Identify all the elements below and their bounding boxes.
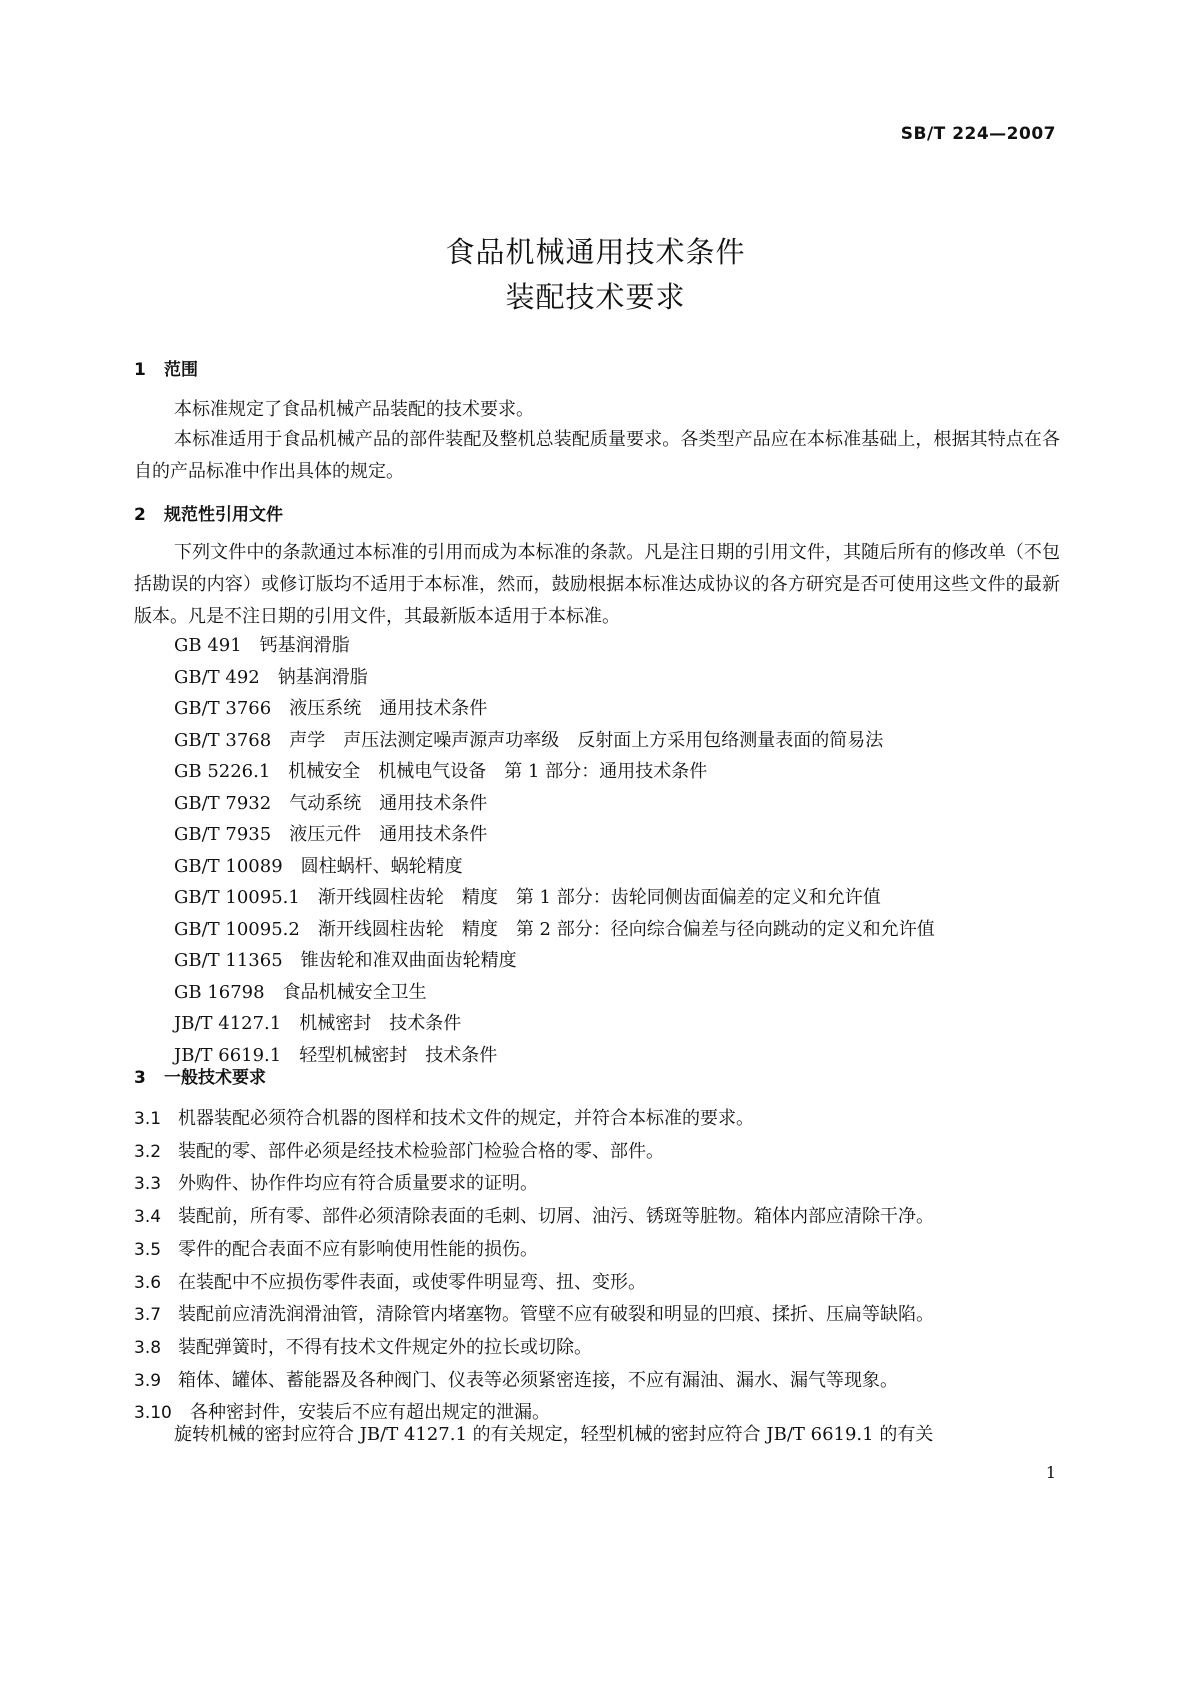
section-2-intro: 下列文件中的条款通过本标准的引用而成为本标准的条款。凡是注日期的引用文件，其随后所有的修改单（不包括勘误的内容）或修订版均不适用于本标准，然而，鼓励根据本标准达成协议的各方研究是否可使用这些文件的最新版本。凡是不注日期的引用文件，其最新版本适用于本标准。 [134, 542, 1060, 627]
page-number: 1 [1045, 1463, 1056, 1482]
section-number: 1 [134, 360, 146, 380]
section-1-paragraph-1: 本标准规定了食品机械产品装配的技术要求。 [174, 399, 534, 420]
section-number: 2 [134, 505, 146, 525]
requirement-item [134, 1103, 934, 1136]
section-2-heading [134, 500, 283, 525]
reference-item: GB 16798 食品机械安全卫生 [174, 981, 427, 1003]
reference-item: GB 491 钙基润滑脂 [174, 635, 350, 656]
section-number: 3 [134, 1068, 146, 1088]
normative-references-list [174, 630, 935, 1071]
reference-item: GB/T 10095.2 渐开线圆柱齿轮 精度 第 2 部分：径向综合偏差与径向跳动的定义和允许值 [174, 918, 935, 940]
requirements-list [134, 1103, 934, 1430]
section-1-paragraph-2: 本标准适用于食品机械产品的部件装配及整机总装配质量要求。各类型产品应在本标准基础上，根据其特点在各自的产品标准中作出具体的规定。 [134, 429, 1060, 482]
section-title: 规范性引用文件 [164, 505, 283, 525]
clause-number: 3.7 [134, 1305, 162, 1326]
reference-item: JB/T 6619.1 轻型机械密封 技术条件 [174, 1044, 498, 1066]
clause-number: 3.3 [134, 1174, 162, 1195]
clause-number: 3.8 [134, 1337, 162, 1358]
requirement-item [134, 1136, 934, 1169]
clause-number: 3.6 [134, 1272, 162, 1293]
requirement-item [134, 1267, 934, 1300]
clause-text: 在装配中不应损伤零件表面，或使零件明显弯、扭、变形。 [178, 1271, 646, 1293]
requirement-item [134, 1332, 934, 1365]
reference-item: GB/T 10095.1 渐开线圆柱齿轮 精度 第 1 部分：齿轮同侧齿面偏差的定义和允许值 [174, 887, 881, 908]
reference-item: GB/T 492 钠基润滑脂 [174, 666, 368, 688]
clause-text: 装配前应清洗润滑油管，清除管内堵塞物。管壁不应有破裂和明显的凹痕、揉折、压扁等缺陷。 [178, 1304, 934, 1326]
reference-item: GB/T 7935 液压元件 通用技术条件 [174, 824, 488, 845]
reference-item: GB/T 10089 圆柱蜗杆、蜗轮精度 [174, 855, 463, 877]
reference-item: GB/T 3766 液压系统 通用技术条件 [174, 698, 488, 719]
clause-text: 各种密封件，安装后不应有超出规定的泄漏。 [190, 1402, 550, 1424]
clause-text: 装配弹簧时，不得有技术文件规定外的拉长或切除。 [178, 1336, 592, 1358]
section-title: 范围 [164, 360, 198, 380]
reference-item: GB/T 3768 声学 声压法测定噪声源声功率级 反射面上方采用包络测量表面的简易法 [174, 729, 884, 751]
clause-number: 3.2 [134, 1141, 162, 1162]
document-title: 食品机械通用技术条件 [445, 235, 746, 269]
section-1-heading [134, 355, 198, 380]
clause-text: 外购件、协作件均应有符合质量要求的证明。 [178, 1173, 538, 1195]
clause-text: 装配前，所有零、部件必须清除表面的毛刺、切屑、油污、锈斑等脏物。箱体内部应清除干净。 [178, 1206, 934, 1228]
clause-text: 机器装配必须符合机器的图样和技术文件的规定，并符合本标准的要求。 [178, 1108, 754, 1129]
section-3-heading [134, 1063, 266, 1088]
requirement-item [134, 1299, 934, 1332]
requirement-item [134, 1168, 934, 1201]
clause-number: 3.9 [134, 1370, 162, 1391]
clause-number: 3.5 [134, 1239, 162, 1260]
clause-text: 装配的零、部件必须是经技术检验部门检验合格的零、部件。 [178, 1140, 664, 1162]
reference-item: GB 5226.1 机械安全 机械电气设备 第 1 部分：通用技术条件 [174, 761, 708, 782]
standard-code: SB/T 224—2007 [900, 124, 1056, 144]
document-subtitle: 装配技术要求 [505, 280, 686, 314]
clause-text: 箱体、罐体、蓄能器及各种阀门、仪表等必须紧密连接，不应有漏油、漏水、漏气等现象。 [178, 1369, 898, 1391]
clause-number: 3.10 [134, 1403, 172, 1424]
reference-item: GB/T 11365 锥齿轮和准双曲面齿轮精度 [174, 950, 517, 971]
requirement-item [134, 1201, 934, 1234]
continuation-line: 旋转机械的密封应符合 JB/T 4127.1 的有关规定，轻型机械的密封应符合 JB/T 6619.1 的有关 [174, 1424, 934, 1445]
clause-text: 零件的配合表面不应有影响使用性能的损伤。 [178, 1238, 538, 1260]
requirement-item [134, 1365, 934, 1398]
clause-number: 3.1 [134, 1109, 162, 1129]
section-title: 一般技术要求 [164, 1068, 266, 1088]
requirement-item [134, 1234, 934, 1267]
clause-number: 3.4 [134, 1207, 162, 1228]
reference-item: JB/T 4127.1 机械密封 技术条件 [174, 1013, 462, 1034]
reference-item: GB/T 7932 气动系统 通用技术条件 [174, 792, 488, 814]
